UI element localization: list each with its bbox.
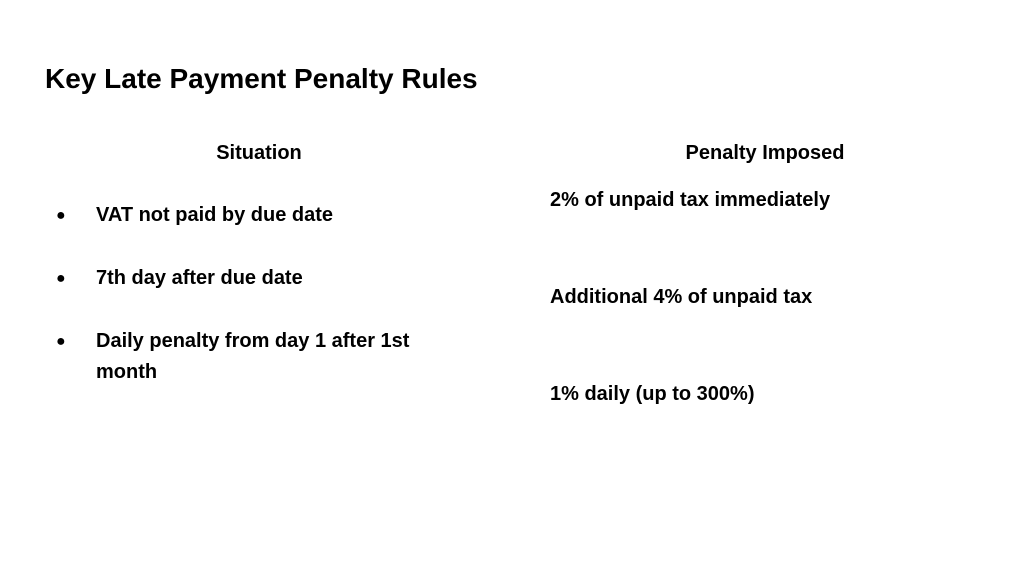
bullet-icon: ●: [56, 333, 66, 350]
situation-text: Daily penalty from day 1 after 1st month: [96, 330, 410, 383]
situation-text: VAT not paid by due date: [96, 204, 334, 226]
penalty-column-heading: Penalty Imposed: [685, 142, 845, 164]
penalty-text: 2% of unpaid tax immediately: [550, 189, 831, 211]
slide-title: Key Late Payment Penalty Rules: [45, 63, 478, 94]
bullet-icon: ●: [56, 270, 66, 287]
situation-text: 7th day after due date: [96, 267, 303, 289]
penalty-text: 1% daily (up to 300%): [550, 383, 755, 405]
situation-column-heading: Situation: [216, 142, 302, 164]
bullet-icon: ●: [56, 207, 66, 224]
penalty-text: Additional 4% of unpaid tax: [550, 286, 813, 308]
